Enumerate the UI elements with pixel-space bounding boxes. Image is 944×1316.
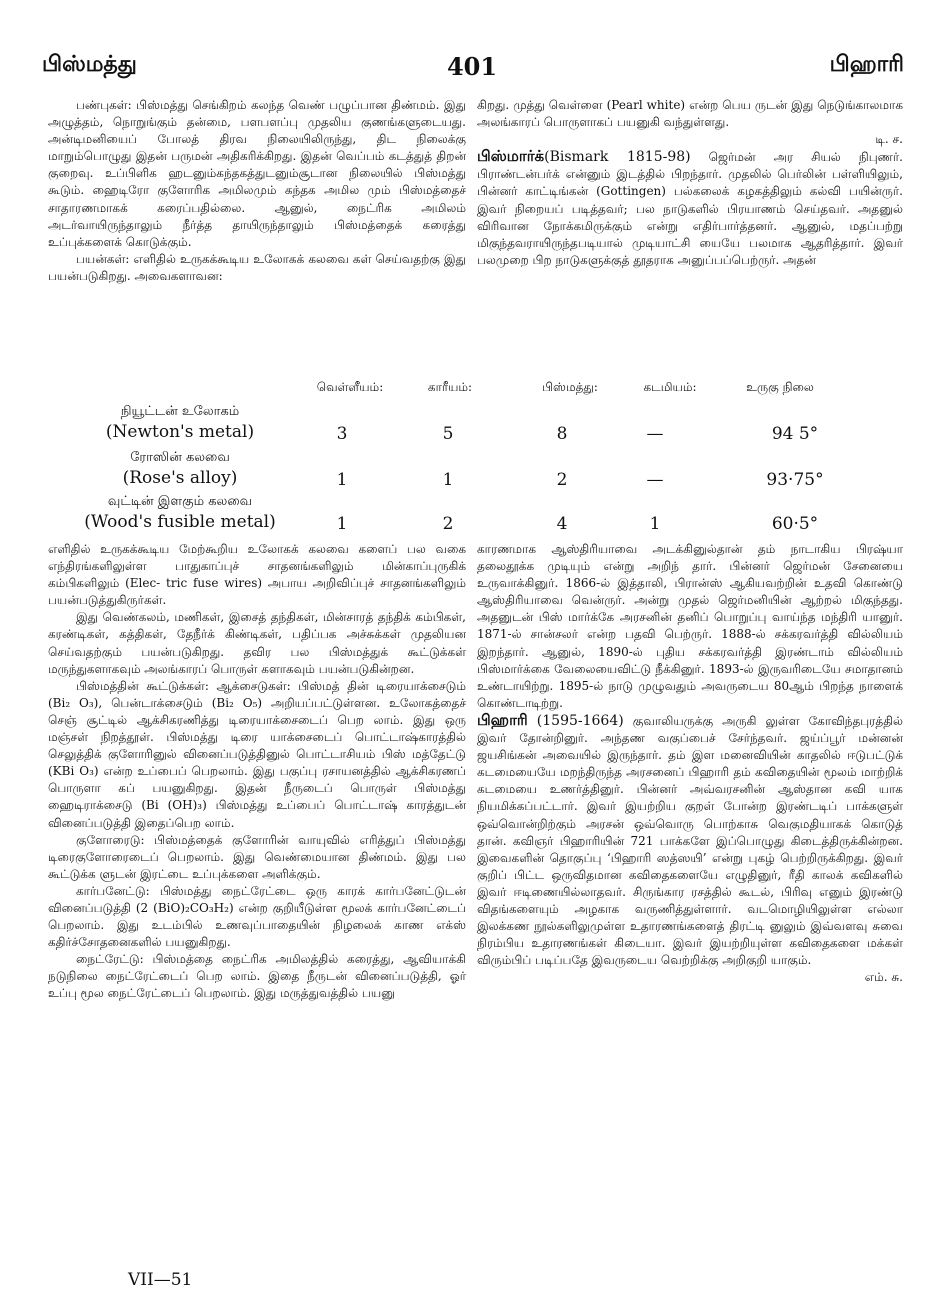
table-cell: 5 — [442, 424, 454, 444]
entry-headword: பிஸ்மார்க் — [477, 147, 545, 166]
page-number: 401 — [446, 52, 498, 81]
alloy-name: ரோஸின் கலவை (Rose's alloy) — [122, 450, 238, 488]
paragraph: எளிதில் உருகக்கூடிய மேற்கூறிய உலோகக் கலவை களைப் பல வகை எந்திரங்களிலுள்ள பாதுகாப்புச் சாதனங்களிலும் மின்காப்புருகிக் கம்பிகளிலும் (Elec- tric fuse wires) அபாய அறிவிப்புச் சாதனங்களிலும் பயன்படுத்துகிருர்கள். — [48, 542, 466, 608]
entry-bismark — [477, 148, 903, 269]
entry-dates: (Bismark 1815-98) — [544, 149, 691, 166]
table-cell: 3 — [336, 424, 348, 444]
table-cell: — — [646, 470, 664, 490]
paragraph-nitrate: நைட்ரேட்டு: பிஸ்மத்தை நைட்ரிக அமிலத்தில் கரைத்து, ஆவியாக்கி நடுநிலை நைட்ரேட்டைப் பெற லாம். இதை நீருடன் வினைப்படுத்தி, ஓர் உப்பு மூல நைட்ரேட்டைப் பெறலாம். இது மருத்துவத்தில் பயனு — [48, 952, 466, 1001]
table-cell: 2 — [442, 514, 454, 534]
table-row — [60, 448, 880, 498]
alloy-name: நியூட்டன் உலோகம் (Newton's metal) — [105, 404, 255, 442]
entry-bihari — [477, 712, 903, 969]
table-cell: 2 — [556, 470, 568, 490]
column-header: உருகு நிலை — [746, 380, 814, 394]
entry-dates: (1595-1664) — [536, 712, 624, 729]
paragraph-properties: பண்புகள்: பிஸ்மத்து செங்கிறம் கலந்த வெண் பழுப்பான திண்மம். இது அழுத்தம், நொறுங்கும் தன்மை, பளபளப்பு முதலிய குணங்களுடையது. அன்டிமனியைப் போலத் திரவ நிலையிலிருந்து, திட நிலைக்கு மாறும்பொழுது இதன் பருமன் அதிகரிக்கிறது. இதன் வெப்பம் கடத்துத் திறன் குறைவு. உப்பிளிக ஹடனும்கந்தகத்துடனும்சூடான நிலையில் பிஸ்மத்து கூடும். ஹைடிரோ குளோரிக அமிலமும் கந்தக அமில மும் பிஸ்மத்தைச் சாதாரணமாகக் கரைப்பதில்லை. ஆனுல், நைட்ரிக அமிலம் அடர்வாயிருந்தாலும் நீர்த்த தாயிருந்தாலும் பிஸ்மத்தைக் கரைத்து உப்புக்களைக் கொடுக்கும். — [48, 98, 466, 249]
paragraph-carbonate: கார்பனேட்டு: பிஸ்மத்து நைட்ரேட்டை ஒரு காரக் கார்பனேட்டுடன் வினைப்படுத்தி (2 (BiO)₂CO₃H₂) என்ற குறியீடுள்ள மூலக் கார்பனேட்டைப் பெறலாம். இது உடம்பில் உணவுப்பாதையின் நிழலைக் காண எக்ஸ் கதிர்ச்சோதனைகளில் பயனுகிறது. — [48, 883, 466, 950]
table-cell: 1 — [442, 470, 454, 490]
running-head-right: பிஹாரி — [829, 52, 904, 77]
table-cell: 4 — [556, 514, 568, 534]
table-cell: 1 — [336, 470, 348, 490]
column-header: காரீயம்: — [427, 380, 473, 394]
table-row — [60, 492, 880, 542]
left-column-bottom — [48, 541, 466, 1256]
running-head-left: பிஸ்மத்து — [42, 52, 137, 77]
table-cell: — — [646, 424, 664, 444]
left-column-top — [48, 97, 466, 367]
table-cell: 8 — [556, 424, 568, 444]
entry-headword: பிஹாரி — [477, 710, 528, 729]
column-header: பிஸ்மத்து: — [542, 380, 598, 394]
entry-text: ஜெர்மன் அர சியல் நிபுணர். பிராண்டன்பர்க் என்னும் இடத்தில் பிறந்தார். முதலில் பெர்லின் பள்ளியிலும், பின்னர் காட்டிங்கன் (Gottingen) பல்கலைக் கழகத்திலும் கல்வி பயின்ருர். இவர் நிறையப் படித்தவர்; பல நாடுகளில் பிரயாணம் செய்தவர். அதனுல் விரிவான நோக்கமிருக்கும் என்று எதிர்பார்த்தனர். ஆனுல், மதப்பற்று மிகுந்தவராயிருந்தபடியால் முடியாட்சி யையே பலமாக ஆதரித்தார். இவர் பலமுறை பிற நாடுகளுக்குத் தூதராக அனுப்பப்பெற்ருர். அதன் — [477, 150, 903, 267]
table-cell: 93·75° — [766, 470, 824, 490]
signature-mark: VII—51 — [128, 1270, 193, 1290]
entry-text: குவாலியருக்கு அருகி லுள்ள கோவிந்தபுரத்தில் இவர் தோன்றினுர். அந்தண வகுப்பைச் சேர்ந்தவர். ஜய்ப்பூர் மன்னன் ஜயசிங்கன் அவையில் இருந்தார். தம் இள மனைவியின் காதலில் ஈடுபட்டுக் கடமையையே மறந்திருந்த அரசனைப் பிஹாரி தம் கவிதையின் மூலம் மாற்றிக் கடமையை உணர்த்தினுர். பின்னர் அவ்வரசனின் ஆஸ்தான கவி யாக நியமிக்கப்பட்டார். இவர் இயற்றிய குறள் போன்ற இரண்டடிப் பாக்களுள் ஒவ்வொன்றிற்கும் அரசன் ஒவ்வொரு பொற்காசு வெகுமதியாகக் கொடுத் தான். கவிஞர் பிஹாரியின் 721 பாக்களே இப்பொழுது கிடைத்திருக்கின்றன. இவைகளின் தொகுப்பு ‘பிஹாரி ஸத்ஸயி’ என்று புகழ் பெற்றிருக்கிறது. இவர் குறிப் பிட்ட ஒருவிதமான கவிதைகளையே எழுதினுர், ரீதி காலக் கவிகளில் இவர் ஈடிணையில்லாதவர். சிருங்கார ரசத்தில் கூடல், பிரிவு எனும் இரண்டு விதங்களையும் அழகாக வருணித்துள்ளார். வடமொழியிலுள்ள எல்லா இலக்கண நூல்களிலுமுள்ள உதாரணங்களைத் திரட்டி னுலும் இவ்வளவு சுவை நிரம்பிய உதாரணங்கள் கிடையா. இவர் இயற்றியுள்ள கவிதைகளை மக்கள் விரும்பிப் படிப்பதே இவருடைய வெற்றிக்கு அறிகுறி யாகும். — [477, 713, 903, 968]
right-column-bottom — [477, 541, 903, 1256]
paragraph: இது வெண்கலம், மணிகள், இசைத் தந்திகள், மின்சாரத் தந்திக் கம்பிகள், கரண்டிகள், கத்திகள், தேநீர்க் கிண்டிகள், பதிப்பக அச்சுக்கள் முதலியன செய்வதற்கும் பயன்படுகிறது. தவிர பல பிஸ்மத்துக் கூட்டுக்கள் மருந்துகளாகவும் அலங்காரப் பொருள் களாகவும் பயன்படுகின்றன. — [48, 610, 466, 676]
table-cell: 60·5° — [771, 514, 819, 534]
right-column-top — [477, 97, 903, 367]
paragraph-bismark-continued: காரணமாக ஆஸ்திரியாவை அடக்கினுல்தான் தம் நாடாகிய பிரஷ்யா தலைதூக்க முடியும் என்று அறிந் தார். பின்னர் ஜெர்மன் சேனையை உருவாக்கினுர். 1866-ல் இத்தாலி, பிரான்ஸ் ஆகியவற்றின் உதவி கொண்டு ஆஸ்திரியாவை வென்ருர். அன்று முதல் ஜெர்மனியின் ஆற்றல் மிகுந்தது. அதனுடன் பிஸ் மார்க்கே அரசனின் தனிப் பொறுப்பு வாய்ந்த மந்திரி யானுர். 1871-ல் சான்சலர் என்ற பதவி பெற்ருர். 1888-ல் சக்கரவர்த்தி வில்லியம் இறந்தார். ஆனுல், 1890-ல் புதிய சக்கரவர்த்தி இரண்டாம் வில்லியம் பிஸ்மார்க்கை வேலையைவிட்டு நீக்கினுர். 1893-ல் இருவரிடையே சமாதானம் உண்டாயிற்று. 1895-ல் நாடு முழுவதும் அவருடைய 80ஆம் பிறந்த நாளைக் கொண்டாடிற்று. — [477, 542, 903, 710]
author-initials: டி. ச. — [875, 132, 903, 147]
column-header: வெள்ளீயம்: — [316, 380, 384, 394]
table-cell: 1 — [649, 514, 661, 534]
table-cell: 94 5° — [771, 424, 819, 444]
alloy-name: வுட்டின் இளகும் கலவை (Wood's fusible metal) — [84, 494, 276, 532]
table-row — [60, 402, 880, 452]
paragraph-uses: பயன்கள்: எளிதில் உருகக்கூடிய உலோகக் கலவை கள் செய்வதற்கு இது பயன்படுகிறது. அவைகளாவன: — [48, 251, 466, 283]
table-cell: 1 — [336, 514, 348, 534]
column-header: கடமியம்: — [643, 380, 697, 394]
paragraph-chloride: குளோரைடு: பிஸ்மத்தைக் குளோரின் வாயுவில் எரித்துப் பிஸ்மத்து டிரைகுளோரைடைப் பெறலாம். இது வெண்மையான திண்மம். இது பல கூட்டுக்க ளுடன் இரட்டை உப்புக்களை அளிக்கும். — [48, 832, 466, 881]
author-initials: எம். சு. — [864, 970, 903, 985]
paragraph-continuation: கிறது. முத்து வெள்ளை (Pearl white) என்ற பெய ருடன் இது நெடுங்காலமாக அலங்காரப் பொருளாகப் பயனுகி வந்துள்ளது. — [477, 98, 903, 130]
paragraph-compounds: பிஸ்மத்தின் கூட்டுக்கள்: ஆக்சைடுகள்: பிஸ்மத் தின் டிரையாக்சைடும் (Bi₂ O₃), பென்டாக்சைடும் (Bi₂ O₅) அறியப்பட்டுள்ளன. உலோகத்தைச் செஞ் சூட்டில் ஆக்சிகரணித்து டிரையாக்சைடைப் பெற லாம். இது ஒரு மஞ்சள் நிறத்தூள். பிஸ்மத்து டிரை யாக்சைடைப் பொட்டாஷ்காரத்தில் செலுத்திக் குளோரினுல் வினைப்படுத்தினுல் பொட்டாசியம் பிஸ் மத்தேட்டு (KBi O₃) என்ற உப்பைப் பெறலாம். இது பகுப்பு ரசாயனத்தில் ஆக்சிகரணப் பொருளா கப் பயனுகிறது. இதன் நீருடைப் பொருள் பிஸ்மத்து ஹைடிராக்சைடு (Bi (OH)₃) பிஸ்மத்து உப்பைப் பொட்டாஷ் காரத்துடன் வினைப்படுத்தி இதைப்பெற லாம். — [48, 678, 466, 830]
